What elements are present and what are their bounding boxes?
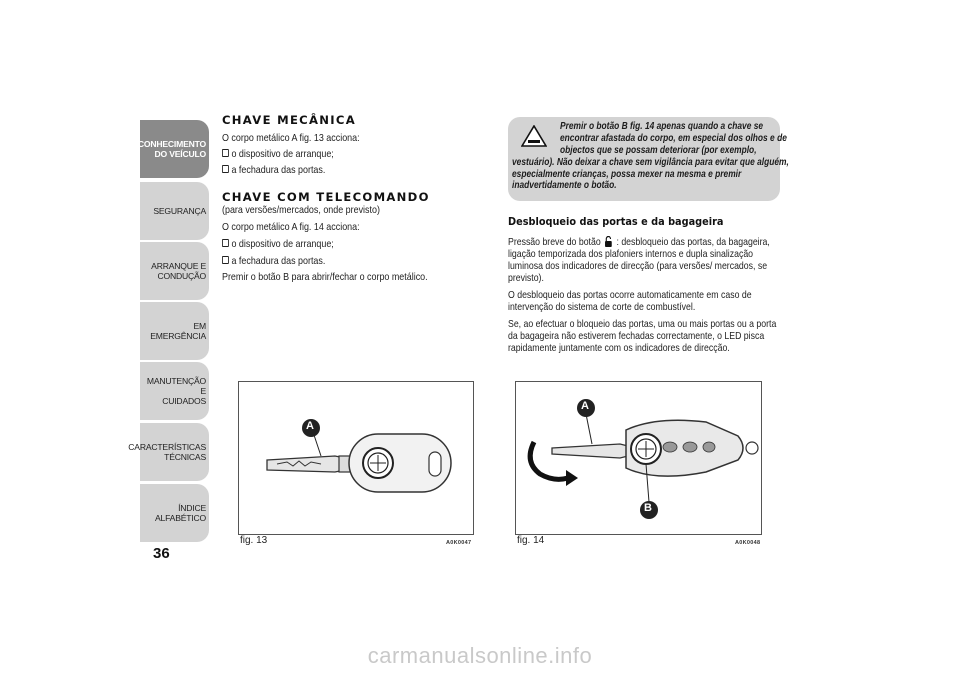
figure-14-remote-key bbox=[515, 381, 762, 535]
bullet-text: o dispositivo de arranque; bbox=[231, 239, 334, 250]
warning-text: Premir o botão B fig. 14 apenas quando a chave se bbox=[560, 121, 764, 132]
body-text: Se, ao efectuar o bloqueio das portas, uma ou mais portas ou a porta bbox=[508, 319, 777, 330]
body-text: O corpo metálico A fig. 13 acciona: bbox=[222, 133, 360, 144]
figure-13-code: A0K0047 bbox=[446, 540, 472, 546]
warning-text: objectos que se possam deteriorar (por exemplo, bbox=[560, 145, 757, 156]
label-a: A bbox=[306, 420, 314, 432]
body-text: (para versões/mercados, onde previsto) bbox=[222, 205, 380, 216]
body-text: O desbloqueio das portas ocorre automaticamente em caso de bbox=[508, 290, 752, 301]
tab-arranque-e-conducao[interactable]: ARRANQUE E CONDUÇÃO bbox=[140, 242, 209, 300]
watermark: carmanualsonline.info bbox=[367, 643, 593, 668]
figure-13-mechanical-key bbox=[238, 381, 474, 535]
page-number: 36 bbox=[153, 545, 170, 562]
tab-indice-alfabetico[interactable]: ÍNDICE ALFABÉTICO bbox=[140, 484, 209, 542]
warning-triangle-icon bbox=[521, 125, 547, 147]
label-a: A bbox=[581, 400, 589, 412]
tab-seguranca[interactable]: SEGURANÇA bbox=[140, 182, 209, 240]
tab-caracteristicas-tecnicas[interactable]: CARACTERÍSTICAS TÉCNICAS bbox=[140, 423, 209, 481]
bullet-item bbox=[222, 256, 325, 267]
figure-13-caption: fig. 13 bbox=[240, 535, 268, 546]
label-b: B bbox=[644, 502, 652, 514]
section-title-chave-com-telecomando: CHAVE COM TELECOMANDO bbox=[222, 190, 430, 204]
figure-14-code: A0K0048 bbox=[735, 540, 761, 546]
bullet-item bbox=[222, 239, 334, 250]
body-text: rapidamente juntamente com os indicadores de direcção. bbox=[508, 343, 730, 354]
bullet-item bbox=[222, 165, 325, 176]
warning-text: inadvertidamente o botão. bbox=[512, 180, 617, 191]
body-text: O corpo metálico A fig. 14 acciona: bbox=[222, 222, 360, 233]
warning-text: encontrar afastada do corpo, em especial dos olhos e de bbox=[560, 133, 787, 144]
tab-conhecimento-do-veiculo[interactable]: CONHECIMENTO DO VEÍCULO bbox=[140, 120, 209, 178]
body-text: luminosa dos indicadores de direcção (para versões/ mercados, se bbox=[508, 261, 768, 272]
bullet-text: a fechadura das portas. bbox=[231, 256, 326, 267]
subtitle-desbloqueio: Desbloqueio das portas e da bagageira bbox=[508, 216, 724, 228]
body-text: intervenção do sistema de corte de combustível. bbox=[508, 302, 696, 313]
body-text: previsto). bbox=[508, 273, 544, 284]
tab-em-emergencia[interactable]: EM EMERGÊNCIA bbox=[140, 302, 209, 360]
body-text-part: Pressão breve do botão bbox=[508, 237, 601, 248]
bullet-item bbox=[222, 149, 334, 160]
body-text bbox=[508, 236, 770, 248]
body-text: ligação temporizada dos plafoniers internos e dupla sinalização bbox=[508, 249, 754, 260]
warning-text: vestuário). Não deixar a chave sem vigilância para evitar que alguém, bbox=[512, 157, 789, 168]
remote-key-illustration bbox=[516, 382, 761, 534]
section-title-chave-mecanica: CHAVE MECÂNICA bbox=[222, 113, 356, 127]
tab-manutencao-e-cuidados[interactable]: MANUTENÇÃO E CUIDADOS bbox=[140, 362, 209, 420]
body-text: da bagageira não estiverem fechadas correctamente, o LED pisca bbox=[508, 331, 765, 342]
bullet-text: a fechadura das portas. bbox=[231, 165, 326, 176]
figure-14-caption: fig. 14 bbox=[517, 535, 545, 546]
key-illustration bbox=[239, 382, 473, 534]
body-text-part: : desbloqueio das portas, da bagageira, bbox=[616, 237, 770, 248]
bullet-text: o dispositivo de arranque; bbox=[231, 149, 334, 160]
unlock-icon bbox=[605, 236, 613, 247]
warning-box bbox=[508, 117, 789, 201]
body-text: Premir o botão B para abrir/fechar o corpo metálico. bbox=[222, 272, 428, 283]
warning-text: especialmente crianças, possa mexer na mesma e premir bbox=[512, 169, 742, 180]
